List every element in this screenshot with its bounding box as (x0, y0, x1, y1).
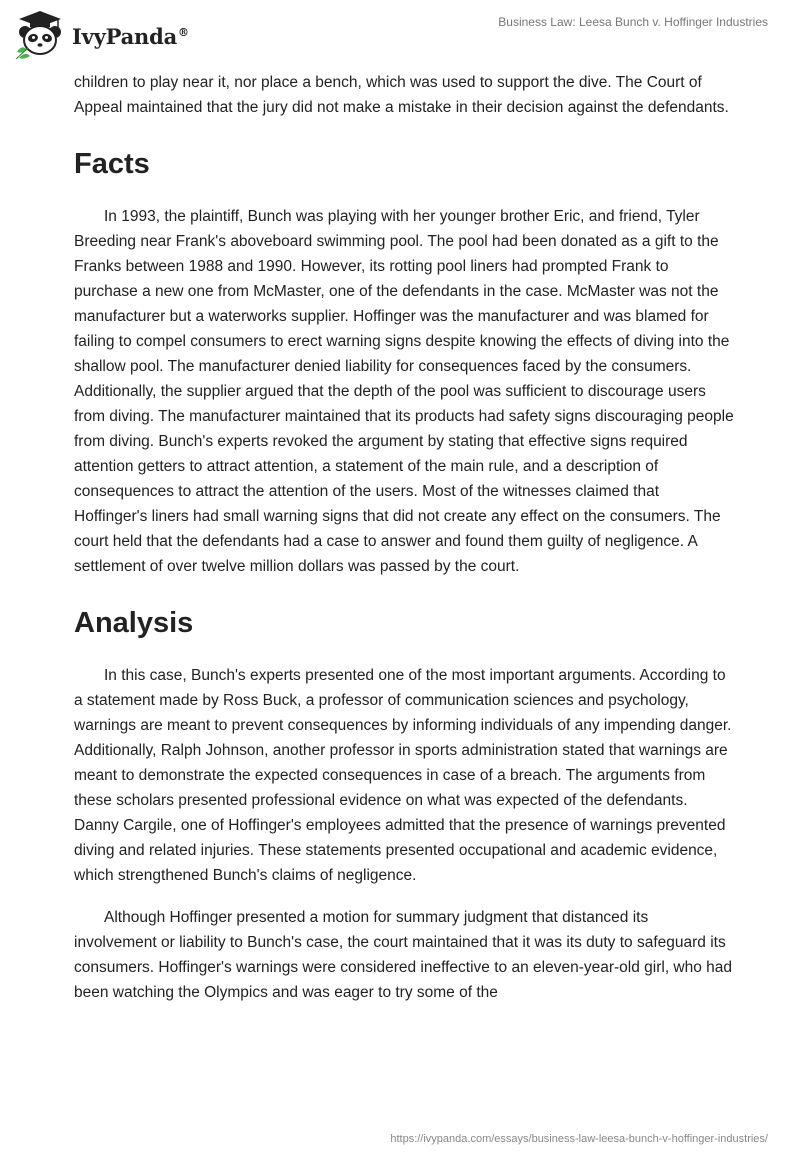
page-header (0, 0, 800, 70)
essay-content (74, 70, 734, 1005)
analysis-paragraph-2: Although Hoffinger presented a motion for summary judgment that distanced its involvement or liability to Bunch's case, the court maintained that it was its duty to safeguard its consumers. Hoffinger's warnings were considered ineffective to an eleven-year-old girl, who had been watching the Olympics and was eager to try some of the (74, 909, 733, 1001)
ivypanda-logo[interactable] (14, 8, 189, 60)
facts-paragraph: In 1993, the plaintiff, Bunch was playing with her younger brother Eric, and friend, Tyler Breeding near Frank's aboveboard swimming pool. The pool had been donated as a gift to the Franks between 1988 and 1990. However, its rotting pool liners had prompted Frank to purchase a new one from McMaster, one of the defendants in the case. McMaster was not the manufacturer but a waterworks supplier. Hoffinger was the manufacturer and was blamed for failing to compel consumers to erect warning signs despite knowing the effects of diving into the shallow pool. The manufacturer denied liability for consequences faced by the consumers. Additionally, the supplier argued that the depth of the pool was sufficient to discourage users from diving. The manufacturer maintained that its products had safety signs discouraging people from diving. Bunch's experts revoked the argument by stating that effective signs required attention getters to attract attention, a statement of the main rule, and a description of consequences to attract the attention of the users. Most of the witnesses claimed that Hoffinger's liners had small warning signs that did not create any effect on the consumers. The court held that the defendants had a case to answer and found them guilty of negligence. A settlement of over twelve million dollars was passed by the court. (74, 208, 734, 575)
registered-mark: ® (178, 25, 189, 39)
source-url-link[interactable]: https://ivypanda.com/essays/business-law-leesa-bunch-v-hoffinger-industries/ (390, 1133, 768, 1145)
document-title: Business Law: Leesa Bunch v. Hoffinger Industries (498, 15, 768, 29)
facts-heading: Facts (74, 148, 150, 180)
logo-text: IvyPanda® (72, 23, 189, 49)
spacer (74, 120, 734, 146)
spacer (74, 888, 734, 905)
spacer (74, 641, 734, 663)
spacer (74, 579, 734, 605)
analysis-heading: Analysis (74, 607, 194, 639)
intro-paragraph: children to play near it, nor place a bench, which was used to support the dive. The Court of Appeal maintained that the jury did not make a mistake in their decision against the defendants. (74, 74, 729, 116)
spacer (74, 182, 734, 204)
panda-graduate-icon (14, 8, 66, 60)
analysis-paragraph-1: In this case, Bunch's experts presented one of the most important arguments. According to a statement made by Ross Buck, a professor of communication sciences and psychology, warnings are meant to prevent consequences by informing individuals of any impending danger. Additionally, Ralph Johnson, another professor in sports administration stated that warnings are meant to demonstrate the expected consequences in case of a breach. The arguments from these scholars presented professional evidence on what was expected of the defendants. Danny Cargile, one of Hoffinger's employees admitted that the presence of warnings prevented diving and related injuries. These statements presented occupational and academic evidence, which strengthened Bunch's claims of negligence. (74, 667, 732, 884)
